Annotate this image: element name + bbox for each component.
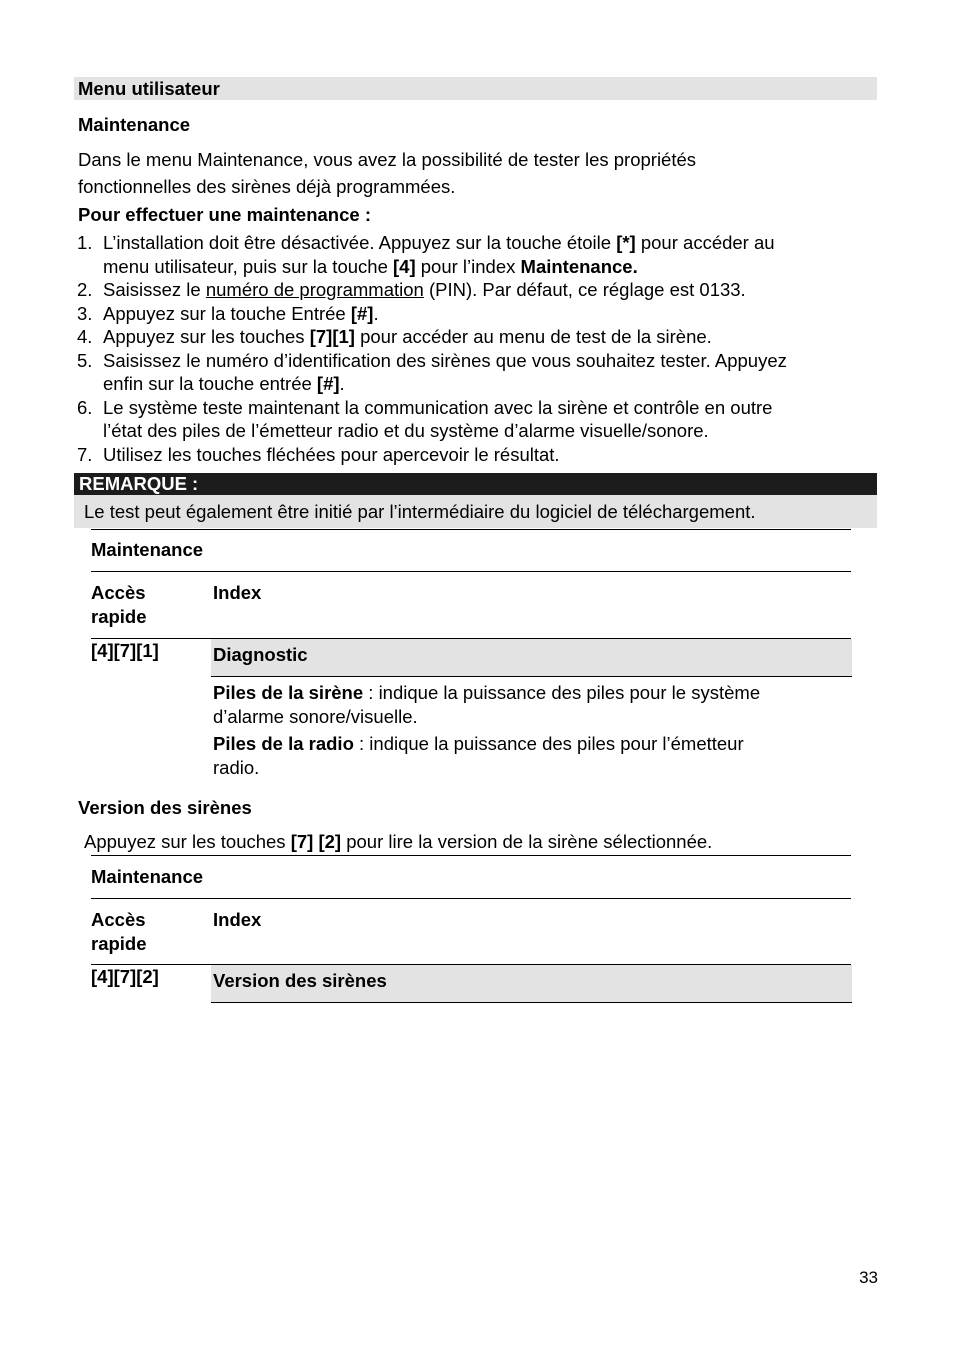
step-item-5 bbox=[77, 349, 867, 396]
table2-top-rule bbox=[91, 855, 851, 856]
page-number: 33 bbox=[859, 1268, 878, 1287]
intro-paragraph bbox=[78, 146, 696, 200]
table2-title: Maintenance bbox=[91, 866, 204, 887]
table2-col-quick-access bbox=[91, 908, 147, 956]
remark-bar bbox=[74, 473, 877, 495]
intro-line-2: fonctionnelles des sirènes déjà programmées. bbox=[78, 176, 456, 197]
desc-term: Piles de la radio bbox=[213, 733, 354, 754]
index-label: Maintenance. bbox=[520, 255, 638, 277]
procedure-steps-list bbox=[77, 231, 867, 466]
step-text: Appuyez sur les touches bbox=[103, 326, 310, 347]
step-text: l’état des piles de l’émetteur radio et du système d’alarme visuelle/sonore. bbox=[103, 420, 709, 441]
table1-top-rule bbox=[91, 529, 851, 530]
step-text: Saisissez le numéro d’identification des sirènes que vous souhaitez tester. Appuyez bbox=[103, 349, 787, 371]
step-text: Appuyez sur la touche Entrée bbox=[103, 302, 351, 324]
step-text: pour l’index bbox=[415, 255, 521, 277]
key-label: [#] bbox=[316, 373, 340, 394]
key-label: [7][1] bbox=[309, 326, 355, 347]
desc-text: d’alarme sonore/visuelle. bbox=[213, 705, 418, 727]
step-text: (PIN). Par défaut, ce réglage est 0133. bbox=[423, 279, 746, 300]
step-item-7 bbox=[77, 443, 867, 467]
table1-entry-rule bbox=[211, 676, 852, 677]
remark-text: Le test peut également être initié par l’intermédiaire du logiciel de téléchargement. bbox=[84, 501, 756, 522]
step-item-4 bbox=[77, 325, 867, 349]
step-text: pour accéder au bbox=[635, 232, 775, 253]
remark-box bbox=[74, 495, 877, 528]
col-header-line: Accès bbox=[91, 582, 146, 603]
step-text: menu utilisateur, puis sur la touche bbox=[103, 255, 393, 277]
version-text: pour lire la version de la sirène sélectionnée. bbox=[341, 831, 713, 852]
section-header-title: Menu utilisateur bbox=[78, 78, 220, 99]
table1-desc-battery-siren bbox=[213, 681, 760, 728]
remark-label: REMARQUE : bbox=[79, 473, 199, 494]
step-text: Utilisez les touches fléchées pour apercevoir le résultat. bbox=[103, 443, 560, 465]
table2-col-index: Index bbox=[213, 909, 262, 930]
step-number: 6. bbox=[77, 396, 93, 418]
step-text: Le système teste maintenant la communication avec la sirène et contrôle en outre bbox=[103, 396, 773, 418]
desc-text: radio. bbox=[213, 756, 260, 778]
step-item-3 bbox=[77, 302, 867, 326]
version-heading: Version des sirènes bbox=[78, 797, 252, 818]
step-text: . bbox=[373, 302, 379, 324]
step-item-6 bbox=[77, 396, 867, 443]
key-label: [4] bbox=[393, 255, 416, 277]
step-text: L’installation doit être désactivée. Appuyez sur la touche étoile bbox=[103, 232, 617, 253]
step-number: 4. bbox=[77, 326, 93, 347]
step-text: Saisissez le bbox=[103, 279, 206, 300]
col-header-line: rapide bbox=[91, 606, 147, 627]
table1-entry: Diagnostic bbox=[213, 644, 308, 665]
step-text: . bbox=[339, 373, 345, 394]
version-paragraph bbox=[84, 831, 712, 853]
key-label: [*] bbox=[616, 232, 636, 253]
section-header-bar bbox=[74, 77, 877, 100]
maintenance-heading: Maintenance bbox=[78, 114, 191, 135]
step-item-2 bbox=[77, 278, 867, 302]
version-text: Appuyez sur les touches bbox=[84, 831, 291, 852]
table1-col-index: Index bbox=[213, 582, 262, 603]
desc-text: : indique la puissance des piles pour le système bbox=[363, 682, 761, 703]
step-number: 2. bbox=[77, 279, 93, 300]
table2-code: [4][7][2] bbox=[91, 966, 159, 987]
step-number: 1. bbox=[77, 232, 93, 253]
key-label: [#] bbox=[350, 302, 374, 324]
procedure-title: Pour effectuer une maintenance : bbox=[78, 204, 371, 225]
table1-title: Maintenance bbox=[91, 539, 204, 560]
step-number: 5. bbox=[77, 349, 93, 371]
programming-number-link[interactable]: numéro de programmation bbox=[205, 279, 424, 300]
table2-entry: Version des sirènes bbox=[213, 970, 387, 991]
table1-desc-battery-radio bbox=[213, 732, 744, 779]
desc-text: : indique la puissance des piles pour l’émetteur bbox=[353, 733, 744, 754]
table1-header-rule bbox=[91, 571, 851, 572]
col-header-line: Accès bbox=[91, 909, 146, 930]
col-header-line: rapide bbox=[91, 933, 147, 954]
table2-entry-rule bbox=[211, 1002, 852, 1003]
step-item-1 bbox=[77, 231, 867, 278]
intro-line-1: Dans le menu Maintenance, vous avez la possibilité de tester les propriétés bbox=[78, 149, 697, 170]
step-text: enfin sur la touche entrée bbox=[103, 373, 317, 394]
table1-col-quick-access bbox=[91, 581, 147, 629]
table2-header-rule bbox=[91, 898, 851, 899]
step-text: pour accéder au menu de test de la sirène. bbox=[354, 326, 712, 347]
step-number: 7. bbox=[77, 443, 93, 465]
step-number: 3. bbox=[77, 302, 93, 324]
table1-code: [4][7][1] bbox=[91, 640, 159, 661]
desc-term: Piles de la sirène bbox=[213, 682, 364, 703]
key-label: [7] [2] bbox=[290, 831, 342, 852]
